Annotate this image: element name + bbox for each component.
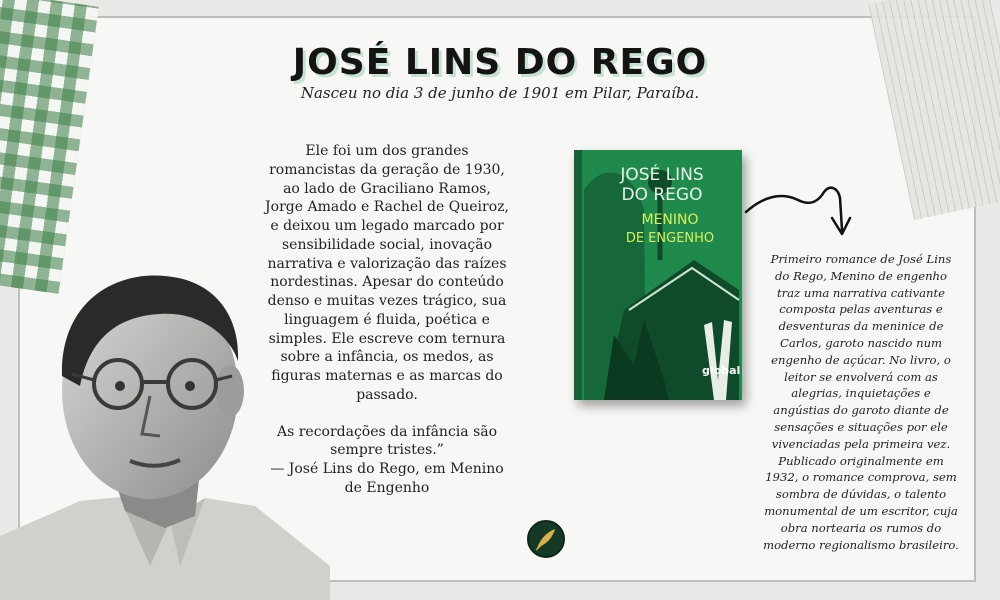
book-title-line2: DE ENGENHO [625,231,715,246]
author-portrait [0,266,330,600]
bio-attribution: — José Lins do Rego, em Menino de Engenho [270,461,504,496]
bio-quote: As recordações da infância são sempre tristes.” [276,423,498,459]
book-author-line1: JOSÉ LINS [620,165,704,185]
book-description: Primeiro romance de José Lins do Rego, Menino de engenho traz uma narrativa cativante composta pelas aventuras e desventuras da meninice de Carlos, garoto nascido num engenho de açúcar. No livro, o leitor se envolverá com as alegrias, inquietações e angústias do garoto diante de sensações e situações por ele vivenciadas pela primeira vez. Publicado originalmente em 1932, o romance comprova, sem sombra de dúvidas, o talento monumental de um escritor, cuja obra nortearia os rumos do moderno regionalismo brasileiro. [763,252,959,552]
book-title-line1: MENINO [641,212,699,228]
bio-paragraph: Ele foi um dos grandes romancistas da geração de 1930, ao lado de Graciliano Ramos, Jorge Amado e Rachel de Queiroz, e deixou um legado marcado por sensibilidade social, inovação narrativa e valorização das raízes nordestinas. Apesar do conteúdo denso e muitas vezes trágico, sua linguagem é fluida, poética e simples. Ele escreve com ternura sobre a infância, os medos, as figuras maternas e as marcas do passado. [265,143,509,403]
page-title: JOSÉ LINS DO REGO [292,42,708,83]
feather-logo-icon [527,520,565,558]
book-publisher: global [702,364,741,377]
page-subtitle: Nasceu no dia 3 de junho de 1901 em Pilar, Paraíba. [300,84,700,102]
curved-arrow-icon [744,178,854,242]
book-author-line2: DO REGO [621,185,703,205]
book-cover [574,150,742,400]
